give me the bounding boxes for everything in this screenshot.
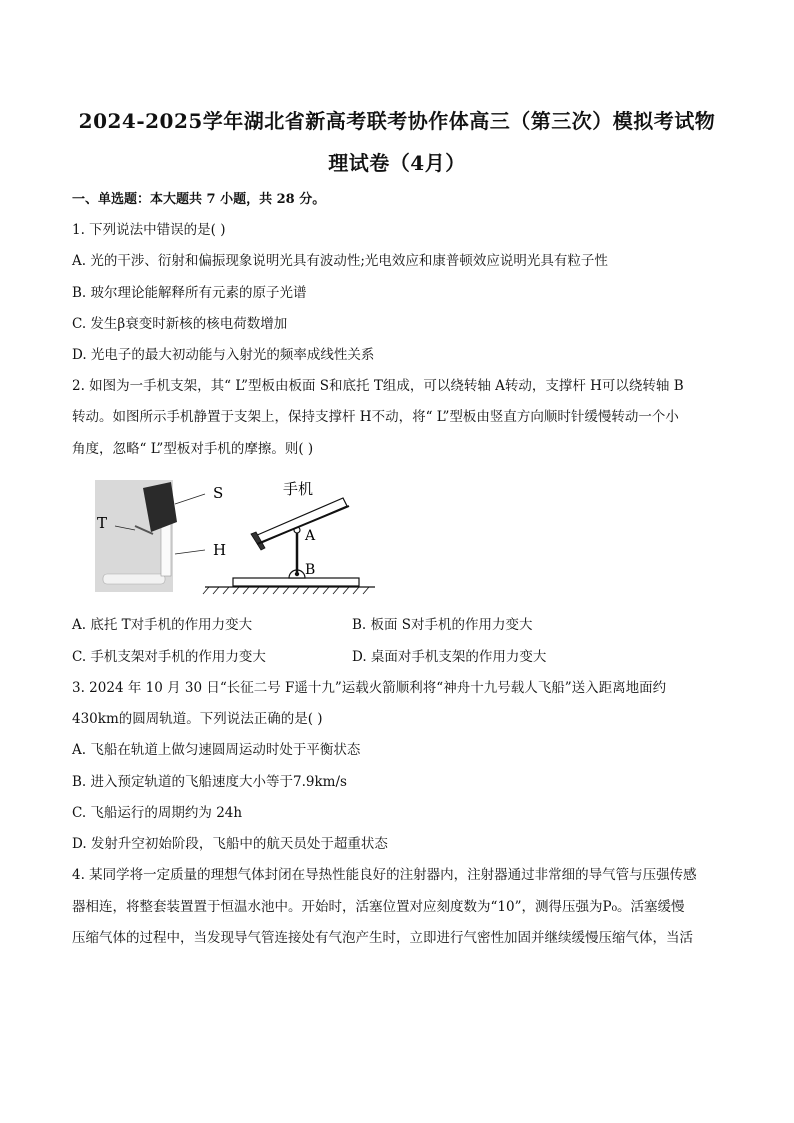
phone-schematic — [255, 498, 347, 544]
l-plate-face — [257, 506, 349, 544]
q2-option-b: B. 板面 S对手机的作用力变大 — [352, 617, 533, 633]
table-top — [233, 578, 359, 586]
q1-stem: 1. 下列说法中错误的是( ) — [72, 222, 226, 238]
photo-stand-base — [103, 574, 165, 584]
q2-option-d: D. 桌面对手机支架的作用力变大 — [352, 649, 547, 665]
q2-option-c: C. 手机支架对手机的作用力变大 — [72, 649, 266, 665]
q4-stem-line2: 器相连，将整套装置置于恒温水池中。开始时，活塞位置对应刻度数为“10”，测得压强为P₀。活塞缓慢 — [72, 899, 685, 915]
q1-option-d: D. 光电子的最大初动能与入射光的频率成线性关系 — [72, 347, 375, 363]
q2-stem-line2: 转动。如图所示手机静置于支架上，保持支撑杆 H不动，将“ L”型板由竖直方向顺时针缓慢转动一个小 — [72, 409, 679, 425]
label-t: T — [97, 514, 108, 532]
q2-figure — [95, 474, 375, 602]
label-b: B — [305, 562, 316, 578]
q3-option-c: C. 飞船运行的周期约为 24h — [72, 805, 243, 821]
label-h: H — [213, 541, 227, 559]
leader-h — [175, 550, 205, 554]
q4-stem-line1: 4. 某同学将一定质量的理想气体封闭在导热性能良好的注射器内，注射器通过非常细的导气管与压强传感 — [72, 867, 697, 883]
q4-stem-line3: 压缩气体的过程中，当发现导气管连接处有气泡产生时，立即进行气密性加固并继续缓慢压缩气体，当活 — [72, 930, 693, 946]
q3-stem-line2: 430km的圆周轨道。下列说法正确的是( ) — [72, 711, 323, 727]
q2-stem-line3: 角度，忽略“ L”型板对手机的摩擦。则( ) — [72, 441, 314, 457]
label-s: S — [213, 484, 224, 502]
q1-option-a: A. 光的干涉、衍射和偏振现象说明光具有波动性;光电效应和康普顿效应说明光具有粒子性 — [72, 253, 608, 269]
q1-option-c: C. 发生β衰变时新核的核电荷数增加 — [72, 316, 288, 332]
q2-stem-line1: 2. 如图为一手机支架，其“ L”型板由板面 S和底托 T组成，可以绕转轴 A转动，支撑杆 H可以绕转轴 B — [72, 378, 684, 394]
q3-option-d: D. 发射升空初始阶段，飞船中的航天员处于超重状态 — [72, 836, 388, 852]
hinge-b — [295, 572, 299, 576]
exam-title-line1: 2024-2025学年湖北省新高考联考协作体高三（第三次）模拟考试物 — [78, 109, 716, 133]
q2-option-a: A. 底托 T对手机的作用力变大 — [72, 617, 253, 633]
label-phone: 手机 — [283, 480, 314, 498]
phone-stand-figure — [95, 474, 375, 602]
leader-s — [175, 494, 205, 504]
ground-hatching — [203, 587, 369, 594]
q3-option-a: A. 飞船在轨道上做匀速圆周运动时处于平衡状态 — [72, 742, 361, 758]
exam-title-line2: 理试卷（4月） — [328, 151, 466, 175]
q3-stem-line1: 3. 2024 年 10 月 30 日“长征二号 F遥十九”运载火箭顺利将“神舟十九号载人飞船”送入距离地面约 — [72, 680, 667, 696]
q1-option-b: B. 玻尔理论能解释所有元素的原子光谱 — [72, 285, 307, 301]
q3-option-b: B. 进入预定轨道的飞船速度大小等于7.9km/s — [72, 774, 347, 790]
label-a: A — [305, 528, 316, 544]
section-heading: 一、单选题：本大题共 7 小题，共 28 分。 — [72, 192, 326, 207]
